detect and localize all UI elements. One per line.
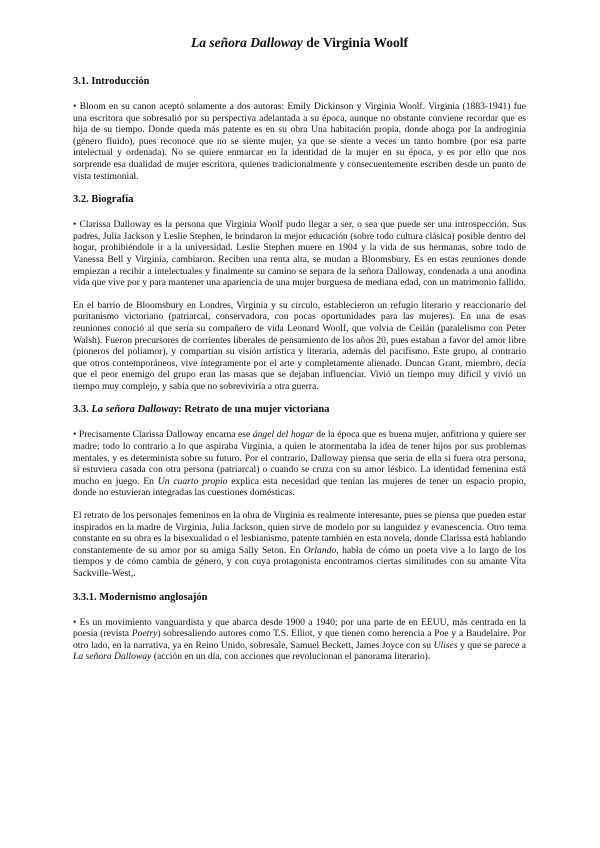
paragraph: • Clarissa Dalloway es la persona que Virginia Woolf pudo llegar a ser, o sea que puede ser una introspección. Sus padres, Julia Jackson y Leslie Stephen, le brindaron la mejor educación (sobre todo cultura clásica) posible dentro del hogar, prohibiéndole ir a la universidad. Leslie Stephen muere en 1904 y la vida de sus hermanas, sobre todo de Vanessa Bell y Virginia, cambiaron. Reciben una renta alta, se mudan a Bloomsbury. Es en estas reuniones donde empiezan a recibir a intelectuales y finalmente su camino se separa de la señora Dalloway, condenada a una anodina vida que vive por y para mantener una apariencia de una mujer burguesa de mediana edad, con un matrimonio fallido.: [73, 219, 526, 289]
section-heading: 3.3.1. Modernismo anglosajón: [73, 591, 208, 603]
document-title: [73, 34, 526, 52]
heading-pre: 3.3.: [73, 404, 92, 416]
title-italic: La señora Dalloway: [191, 35, 303, 50]
text-run: El retrato de los personajes femeninos en la obra de Virginia es realmente interesante, pues se piensa que pueden estar inspirados en la madre de Virginia, Julia Jackson, quien sirve de modelo por su languidez y evanescencia. Otro tema constante en su obra es la bisexualidad o el lesbianismo, patente también en esta novela, donde Clarissa está hablando constantemente de su amor por su amiga Sally Seton. En: [73, 510, 526, 556]
section-heading: 3.2. Biografía: [73, 194, 134, 206]
italic-run: La señora Dalloway: [73, 651, 152, 663]
text-run: • Precisamente Clarissa Dalloway encarna ese: [73, 429, 253, 441]
paragraph: [73, 510, 526, 580]
text-run: , habla de cómo un poeta vive a lo largo de los tiempos y de cómo cambia de género, y con cuya protagonista encontramos ciertas similitudes con su amante Vita Sackville-West,.: [73, 544, 526, 579]
text-run: • Es un movimiento vanguardista y que abarca desde 1900 a 1940; por una parte de en EEUU, más centrada en la poesía (revista: [73, 616, 526, 640]
paragraph: [73, 429, 526, 499]
text-run: de la época que es buena mujer, anfitriona y quiere ser madre; todo lo contrario a lo que aspiraba Virginia, a quien le atormentaba la idea de tener hijos por sus problemas mentales, y es determinista sobre su futuro. Por el contrario, Dalloway piensa que sería de ella si fuera otra persona, si estuviera casada con otra persona (patriarcal) o cuando se cruza con su amor lésbico. La identidad femenina está mucho en juego. En: [73, 429, 527, 487]
section-modernismo: [73, 591, 526, 663]
heading-italic: La señora Dalloway: [91, 404, 179, 416]
section-introduccion: [73, 75, 526, 182]
section-biografia: [73, 193, 526, 392]
title-rest: de Virginia Woolf: [302, 35, 408, 50]
text-run: (acción en un día, con acciones que revolucionan el panorama literario).: [151, 651, 431, 663]
section-retrato: [73, 403, 526, 579]
section-heading: 3.1. Introducción: [73, 76, 150, 87]
italic-run: ángel del hogar: [252, 429, 314, 441]
paragraph: • Bloom en su canon aceptó solamente a dos autoras: Emily Dickinson y Virginia Woolf. Virginia (1883-1941) fue una escritora que sobresalió por su perspectiva adelantada a su época, aunque no obstante conviene recordar que es hija de su tiempo. Donde queda más patente es en su obra Una habitación propia, donde aboga por la androginia (género fluido), pues reconoce que no se siente mujer, ya que se siente a veces un tanto hombre (por esa parte intelectual y ordenada). No se quiere enmarcar en la identidad de la mujer en su época, y es por ello que nos sorprende esa dualidad de mujer escritora, quienes tradicionalmente y consecuentemente escriben desde un punto de vista testimonial.: [73, 101, 526, 182]
text-run: explica esta necesidad que tenían las mujeres de tener un espacio propio, donde no estuvieran integradas las cuestiones domésticas.: [73, 475, 526, 499]
text-run: ) sobresaliendo autores como T.S. Elliot, y que tienen como herencia a Poe y a Baudelaire. Por otro lado, en la narrativa, ya en Reino Unido, sobresale, Samuel Beckett, James Joyce con su: [73, 628, 526, 651]
text-run: y que se parece a: [457, 639, 526, 651]
document-page: [73, 34, 526, 674]
paragraph: [73, 617, 526, 663]
paragraph: En el barrio de Bloomsbury en Londres, Virginia y su círculo, establecieron un refugio literario y reaccionario del puritanismo victoriano (patriarcal, conservadora, con pocas oportunidades para las mujeres). En una de esas reuniones conoció al que sería su compañero de vida Leonard Woolf, que volvía de Ceilán (paralelismo con Peter Walsh). Fueron precursores de corrientes liberales de pensamiento de los años 20, pues estaban a favor del amor libre (pioneros del poliamor), y compartían su visión artística y literaria, además del pacifismo. Este grupo, al contrario que otros contemporáneos, vive íntegramente por el arte y completamente alienado. Duncan Grant, miembro, decía que el peor enemigo del grupo eran las masas que se dejaban influenciar. Vivió un tiempo muy difícil y vivió un tiempo muy complejo, y sabía que no sobreviviría a otra guerra.: [73, 299, 526, 392]
italic-run: Poetry: [131, 628, 158, 640]
heading-post: : Retrato de una mujer victoriana: [178, 404, 330, 416]
section-heading: [73, 403, 526, 416]
italic-run: Orlando: [303, 544, 337, 556]
italic-run: Un cuarto propio: [157, 475, 228, 487]
italic-run: Ulises: [433, 639, 458, 651]
